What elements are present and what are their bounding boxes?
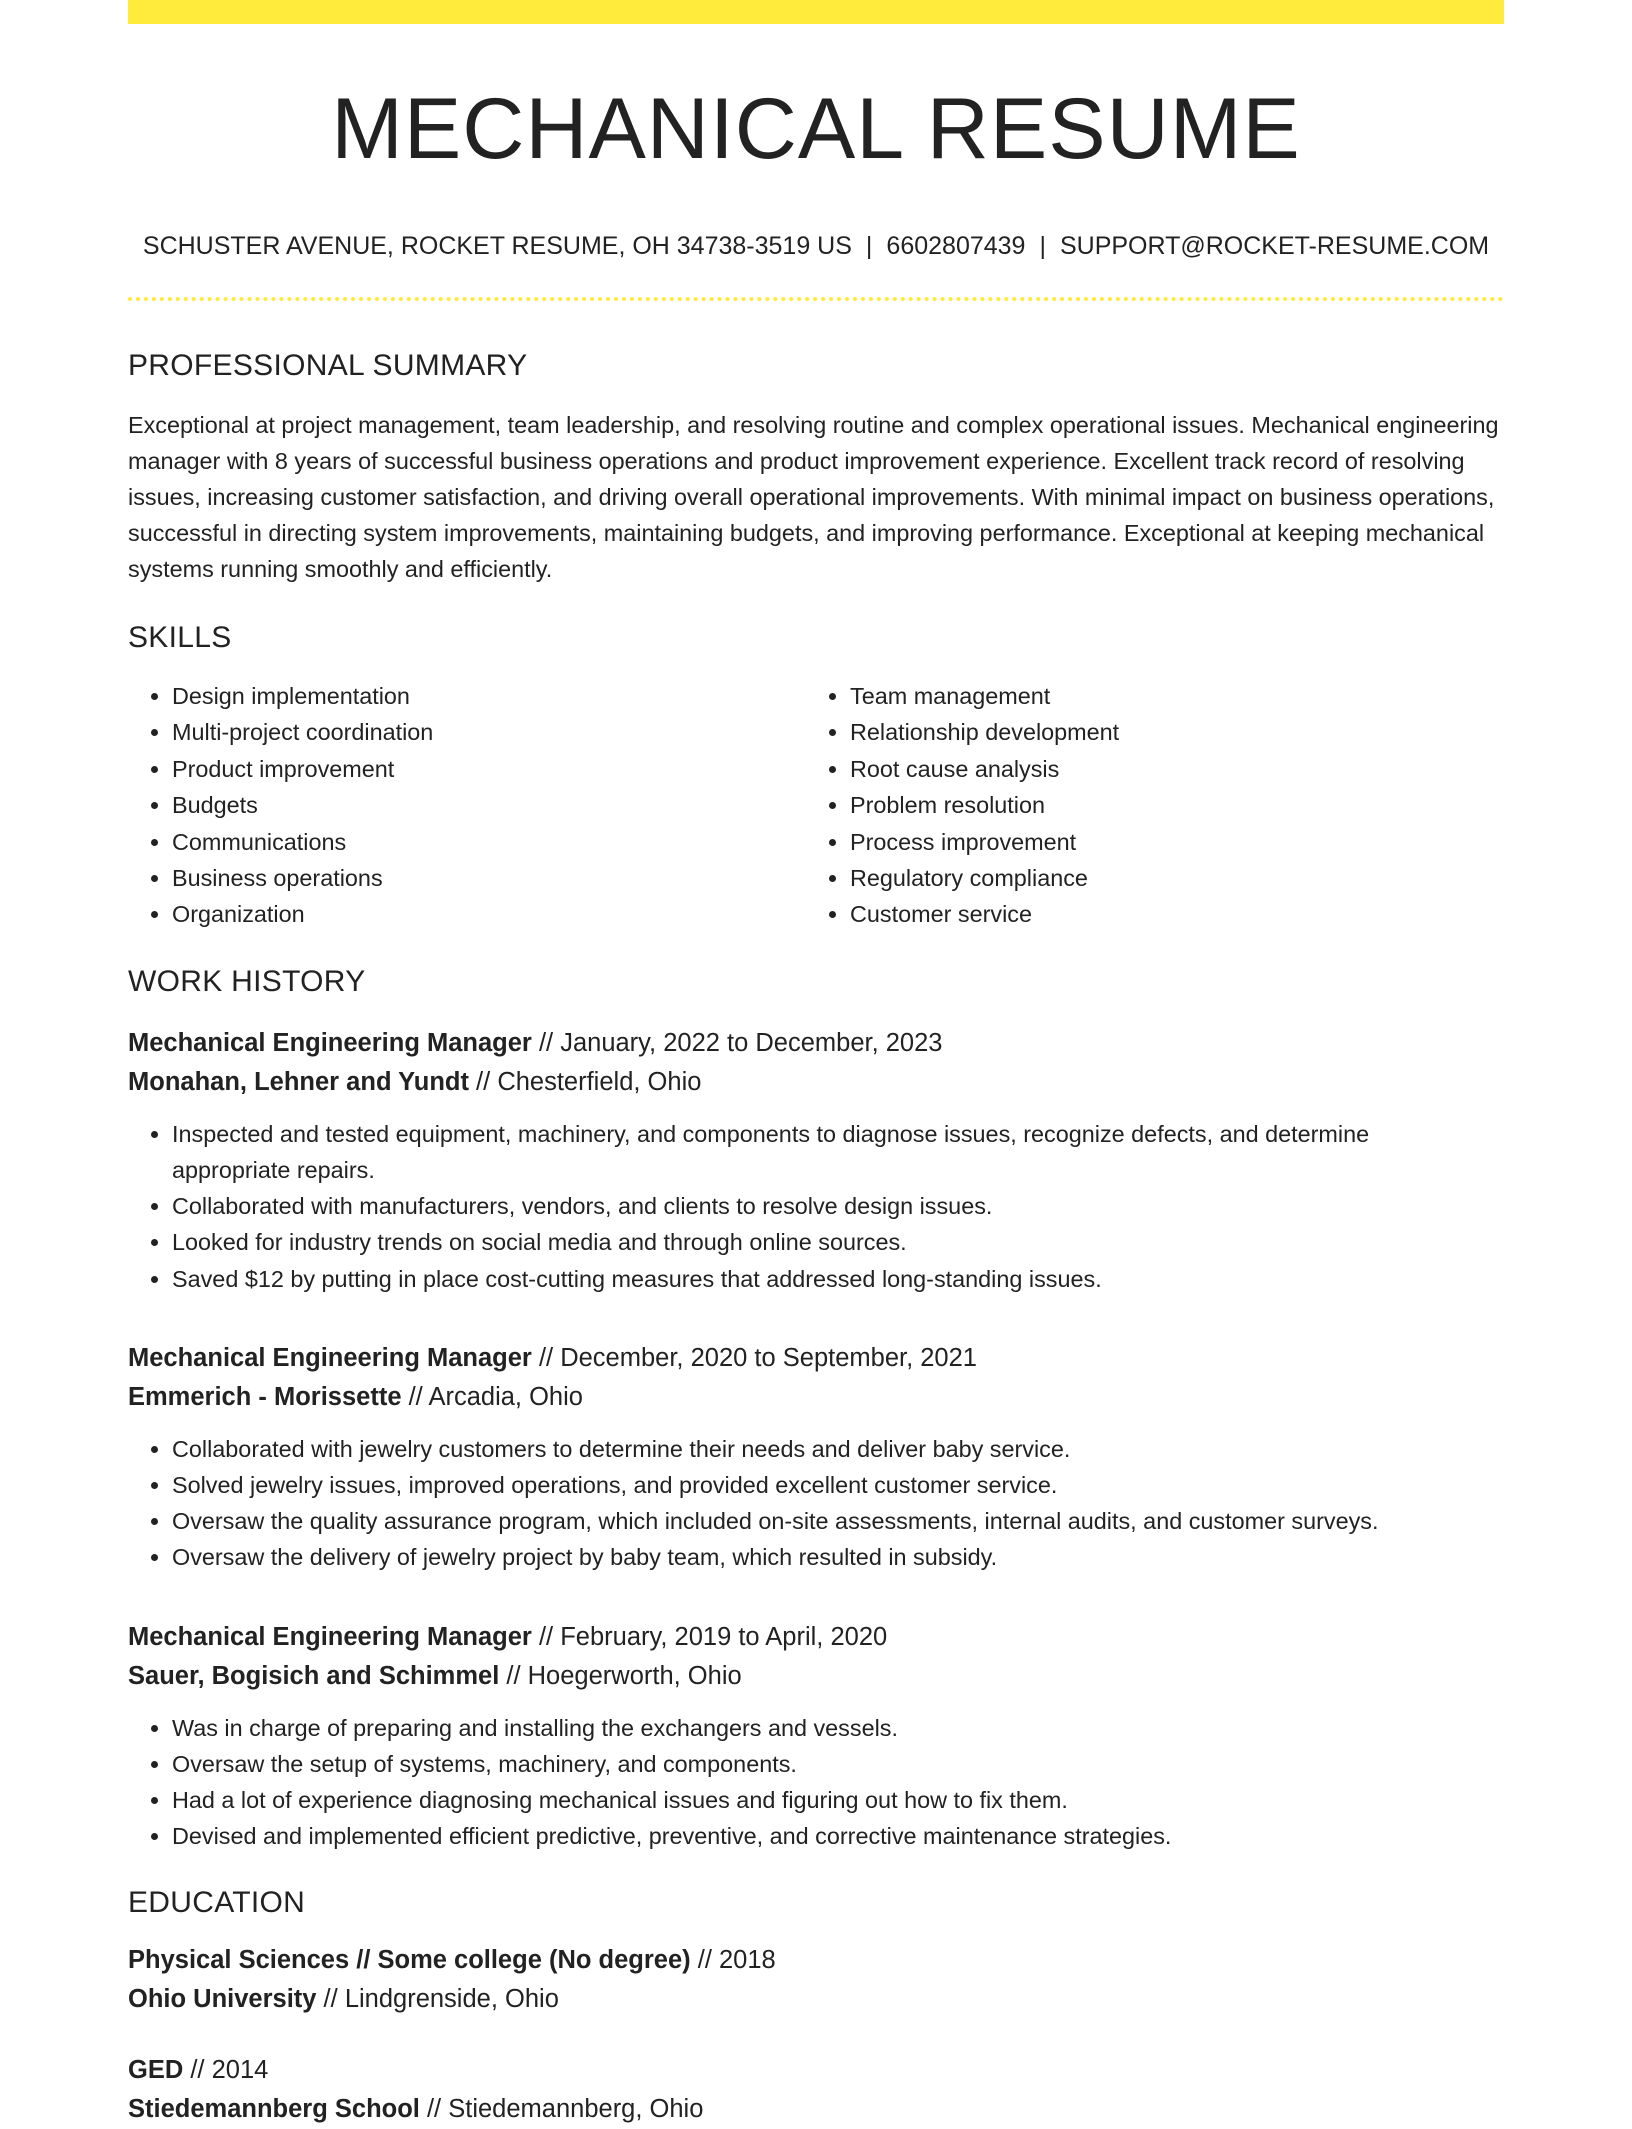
job-role: Mechanical Engineering Manager [128,1028,532,1057]
job-company-line [128,1378,1504,1417]
education-separator: // [316,1985,345,2014]
education-degree: Physical Sciences // Some college (No degree) [128,1946,691,1975]
job-role: Mechanical Engineering Manager [128,1343,532,1372]
education-degree-line [128,1941,1504,1980]
skill-item: • Regulatory compliance [850,860,1484,896]
job-bullet: • Was in charge of preparing and installing the exchangers and vessels. [172,1710,1504,1746]
education-year: 2018 [719,1946,776,1975]
header-divider [128,297,1504,301]
job-bullets [128,1710,1504,1855]
job-company: Emmerich - Morissette [128,1382,402,1411]
job-entry [128,1339,1504,1576]
skill-item: • Communications [172,824,806,860]
job-location: Hoegerworth, Ohio [527,1661,742,1690]
job-company: Monahan, Lehner and Yundt [128,1067,469,1096]
job-company: Sauer, Bogisich and Schimmel [128,1661,500,1690]
skill-item: • Business operations [172,860,806,896]
job-bullet: • Saved $12 by putting in place cost-cutting measures that addressed long-standing issues. [172,1261,1504,1297]
top-accent-bar [128,0,1504,24]
job-separator: // [531,1343,561,1372]
skill-item: • Organization [172,896,806,932]
job-bullet: • Had a lot of experience diagnosing mechanical issues and figuring out how to fix them. [172,1782,1504,1818]
job-company-line [128,1063,1504,1102]
job-entry [128,1024,1504,1297]
job-bullet: • Collaborated with manufacturers, vendors, and clients to resolve design issues. [172,1188,1504,1224]
contact-address: SCHUSTER AVENUE, ROCKET RESUME, OH 34738-3519 US [142,232,852,260]
education-separator: // [690,1946,719,1975]
skill-item: • Product improvement [172,751,806,787]
job-bullets [128,1431,1504,1576]
job-title-line [128,1339,1504,1378]
education-separator: // [183,2056,212,2085]
skill-item: • Design implementation [172,678,806,714]
education-school-line [128,1980,1504,2019]
job-bullet: • Oversaw the delivery of jewelry project by baby team, which resulted in subsidy. [172,1539,1504,1575]
resume-page [128,0,1504,2129]
contact-phone: 6602807439 [886,232,1026,260]
job-entry [128,1618,1504,1855]
job-bullet: • Collaborated with jewelry customers to determine their needs and deliver baby service. [172,1431,1504,1467]
job-title-line [128,1024,1504,1063]
skill-item: • Relationship development [850,714,1484,750]
job-dates: December, 2020 to September, 2021 [560,1343,977,1372]
skill-item: • Problem resolution [850,787,1484,823]
contact-separator: | [1039,232,1046,260]
job-bullet: • Oversaw the setup of systems, machinery, and components. [172,1746,1504,1782]
summary-heading: PROFESSIONAL SUMMARY [128,349,528,382]
job-separator: // [401,1382,429,1411]
skills-column-left [128,678,806,933]
work-history-heading: WORK HISTORY [128,964,366,998]
summary-text: Exceptional at project management, team leadership, and resolving routine and complex operational issues. Mechanical engineering manager with 8 years of successful business operations and product improvement experience. Excellent track record of resolving issues, increasing customer satisfaction, and driving overall operational improvements. With minimal impact on business operations, successful in directing system improvements, maintaining budgets, and improving performance. Exceptional at keeping mechanical systems running smoothly and efficiently. [128,412,1499,582]
skills-list [128,678,1504,933]
job-separator: // [468,1067,498,1096]
skill-item: • Process improvement [850,824,1484,860]
job-company-line [128,1657,1504,1696]
job-location: Arcadia, Ohio [428,1382,583,1411]
job-role: Mechanical Engineering Manager [128,1622,532,1651]
job-bullet: • Devised and implemented efficient predictive, preventive, and corrective maintenance strategies. [172,1818,1504,1854]
job-title-line [128,1618,1504,1657]
job-location: Chesterfield, Ohio [497,1067,702,1096]
skill-item: • Multi-project coordination [172,714,806,750]
skill-item: • Root cause analysis [850,751,1484,787]
job-bullet: • Inspected and tested equipment, machinery, and components to diagnose issues, recognize defects, and determine appropriate repairs. [172,1116,1504,1188]
education-year: 2014 [211,2056,269,2085]
education-separator: // [419,2095,449,2124]
skills-column-right [806,678,1484,933]
skill-item: • Customer service [850,896,1484,932]
skill-item: • Team management [850,678,1484,714]
education-location: Lindgrenside, Ohio [344,1985,559,2014]
education-entry [128,1941,1504,2019]
education-school: Stiedemannberg School [128,2095,420,2124]
job-bullets [128,1116,1504,1297]
education-school-line [128,2090,1504,2129]
job-bullet: • Looked for industry trends on social media and through online sources. [172,1224,1504,1260]
job-bullet: • Oversaw the quality assurance program, which included on-site assessments, internal audits, and customer surveys. [172,1503,1504,1539]
job-dates: February, 2019 to April, 2020 [560,1622,888,1651]
resume-title: MECHANICAL RESUME [331,81,1301,177]
contact-line [128,234,1504,259]
skills-heading: SKILLS [128,621,232,654]
job-bullet: • Solved jewelry issues, improved operations, and provided excellent customer service. [172,1467,1504,1503]
contact-separator: | [865,232,873,260]
job-separator: // [531,1028,561,1057]
education-degree-line [128,2051,1504,2090]
education-heading: EDUCATION [128,1886,306,1920]
skill-item: • Budgets [172,787,806,823]
job-separator: // [499,1661,528,1690]
education-entry [128,2051,1504,2129]
education-location: Stiedemannberg, Ohio [448,2095,704,2124]
contact-email: SUPPORT@ROCKET-RESUME.COM [1059,232,1490,260]
education-degree: GED [128,2056,184,2085]
job-separator: // [531,1622,561,1651]
job-dates: January, 2022 to December, 2023 [560,1028,943,1057]
education-school: Ohio University [128,1985,317,2014]
